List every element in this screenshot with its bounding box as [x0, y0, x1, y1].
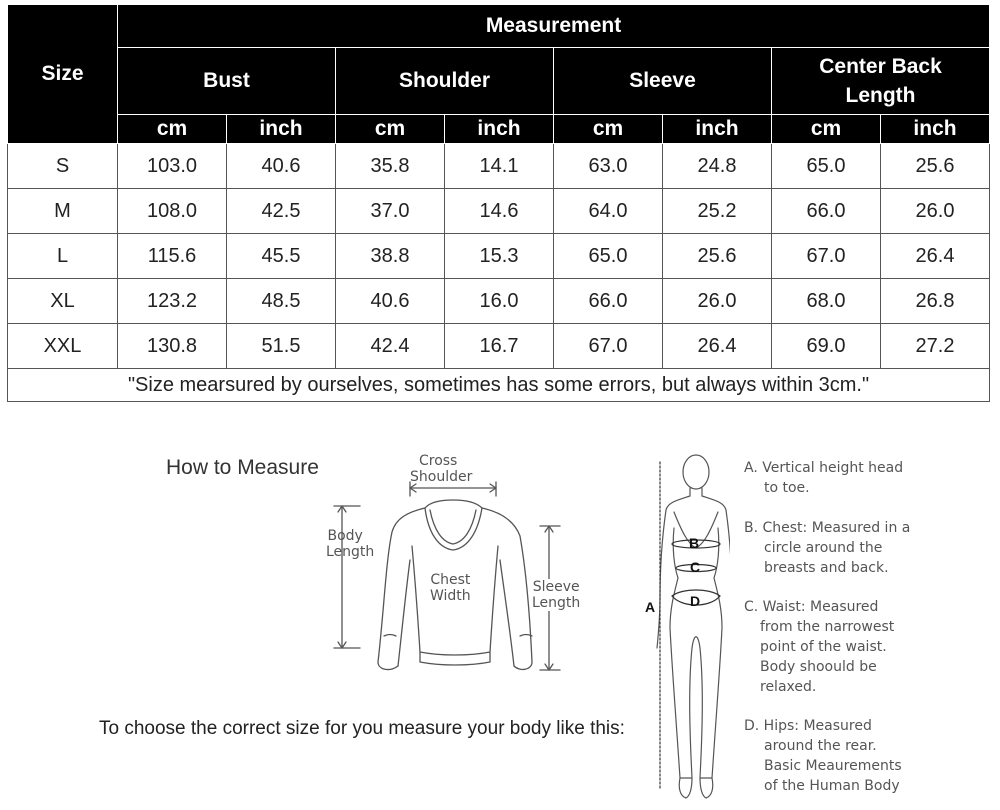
- legend-item-d-line: Basic Meaurements: [764, 758, 902, 774]
- table-cell: 51.5: [227, 324, 336, 369]
- size-cell: XXL: [8, 324, 118, 369]
- legend-item-b-line: B. Chest: Measured in a: [744, 520, 911, 536]
- table-cell: 115.6: [118, 234, 227, 279]
- legend-item-c-line: Body shoould be: [760, 659, 877, 675]
- instruction-text: To choose the correct size for you measure your body like this:: [99, 718, 625, 739]
- unit-header: inch: [227, 115, 336, 144]
- legend-item-c-line: relaxed.: [760, 679, 817, 695]
- table-row: [8, 234, 990, 279]
- table-cell: 38.8: [336, 234, 445, 279]
- table-cell: 26.8: [881, 279, 990, 324]
- table-cell: 67.0: [554, 324, 663, 369]
- table-cell: 68.0: [772, 279, 881, 324]
- body-figure-diagram: [630, 448, 730, 804]
- table-cell: 42.4: [336, 324, 445, 369]
- marker-b: B: [689, 535, 700, 551]
- cross-shoulder-label: [410, 453, 472, 485]
- size-cell: L: [8, 234, 118, 279]
- table-cell: 26.4: [881, 234, 990, 279]
- table-cell: 26.4: [663, 324, 772, 369]
- legend-item-d-line: D. Hips: Measured: [744, 718, 872, 734]
- legend-item-b: [744, 518, 944, 578]
- table-cell: 66.0: [554, 279, 663, 324]
- table-cell: 45.5: [227, 234, 336, 279]
- table-cell: 65.0: [554, 234, 663, 279]
- measurement-header: Measurement: [118, 5, 990, 48]
- table-cell: 48.5: [227, 279, 336, 324]
- legend-item-b-line: circle around the: [764, 540, 883, 556]
- table-cell: 25.6: [881, 144, 990, 189]
- legend-item-c: [744, 597, 944, 697]
- table-cell: 14.6: [445, 189, 554, 234]
- unit-header: inch: [881, 115, 990, 144]
- table-cell: 42.5: [227, 189, 336, 234]
- table-cell: 35.8: [336, 144, 445, 189]
- legend-item-a-line: to toe.: [764, 480, 810, 496]
- sleeve-length-label-line1: Sleeve: [532, 579, 580, 595]
- cross-shoulder-label-line1: Cross: [418, 453, 458, 469]
- table-cell: 123.2: [118, 279, 227, 324]
- table-cell: 16.0: [445, 279, 554, 324]
- legend-item-b-line: breasts and back.: [764, 560, 889, 576]
- marker-a: A: [645, 599, 656, 615]
- body-length-label: [326, 528, 374, 560]
- unit-header: inch: [663, 115, 772, 144]
- table-cell: 24.8: [663, 144, 772, 189]
- chest-width-label-line2: Width: [430, 588, 471, 604]
- table-cell: 67.0: [772, 234, 881, 279]
- unit-header: inch: [445, 115, 554, 144]
- table-row: [8, 324, 990, 369]
- table-cell: 66.0: [772, 189, 881, 234]
- legend-item-d-line: around the rear.: [764, 738, 877, 754]
- table-cell: 40.6: [336, 279, 445, 324]
- unit-header: cm: [554, 115, 663, 144]
- table-cell: 69.0: [772, 324, 881, 369]
- group-header-center-back-length: Center Back Length: [772, 48, 990, 115]
- table-cell: 108.0: [118, 189, 227, 234]
- marker-c: C: [690, 559, 701, 575]
- table-row: [8, 279, 990, 324]
- legend-item-c-line: point of the waist.: [760, 639, 887, 655]
- table-row: [8, 189, 990, 234]
- table-cell: 63.0: [554, 144, 663, 189]
- table-cell: 37.0: [336, 189, 445, 234]
- unit-header: cm: [118, 115, 227, 144]
- legend-item-d: [744, 716, 944, 796]
- table-cell: 27.2: [881, 324, 990, 369]
- table-cell: 65.0: [772, 144, 881, 189]
- size-cell: M: [8, 189, 118, 234]
- chest-width-label-line1: Chest: [430, 572, 471, 588]
- table-cell: 14.1: [445, 144, 554, 189]
- legend-item-c-line: from the narrowest: [760, 619, 895, 635]
- body-length-label-line1: Body: [327, 528, 363, 544]
- table-cell: 16.7: [445, 324, 554, 369]
- size-header: Size: [8, 5, 118, 144]
- table-cell: 25.6: [663, 234, 772, 279]
- unit-header: cm: [336, 115, 445, 144]
- legend-item-a: [744, 458, 944, 498]
- size-chart-table: [7, 4, 990, 402]
- marker-d: D: [690, 593, 701, 609]
- sleeve-length-label: [532, 579, 580, 611]
- chest-width-label: [430, 572, 471, 604]
- group-header-sleeve: Sleeve: [554, 48, 772, 115]
- legend-item-a-line: A. Vertical height head: [744, 460, 904, 476]
- unit-header: cm: [772, 115, 881, 144]
- size-cell: XL: [8, 279, 118, 324]
- table-cell: 15.3: [445, 234, 554, 279]
- table-row: [8, 144, 990, 189]
- group-header-shoulder: Shoulder: [336, 48, 554, 115]
- cross-shoulder-label-line2: Shoulder: [410, 469, 473, 485]
- body-outline: [657, 455, 730, 798]
- sleeve-length-label-line2: Length: [532, 595, 581, 611]
- size-cell: S: [8, 144, 118, 189]
- table-cell: 40.6: [227, 144, 336, 189]
- table-cell: 26.0: [663, 279, 772, 324]
- table-cell: 130.8: [118, 324, 227, 369]
- group-header-bust: Bust: [118, 48, 336, 115]
- how-to-measure-title: How to Measure: [166, 456, 319, 479]
- table-cell: 103.0: [118, 144, 227, 189]
- table-cell: 26.0: [881, 189, 990, 234]
- body-length-label-line2: Length: [326, 544, 375, 560]
- legend-item-c-line: C. Waist: Measured: [744, 599, 879, 615]
- table-cell: 64.0: [554, 189, 663, 234]
- legend-item-d-line: of the Human Body: [764, 778, 900, 794]
- table-cell: 25.2: [663, 189, 772, 234]
- measurement-note: "Size mearsured by ourselves, sometimes has some errors, but always within 3cm.": [8, 369, 990, 402]
